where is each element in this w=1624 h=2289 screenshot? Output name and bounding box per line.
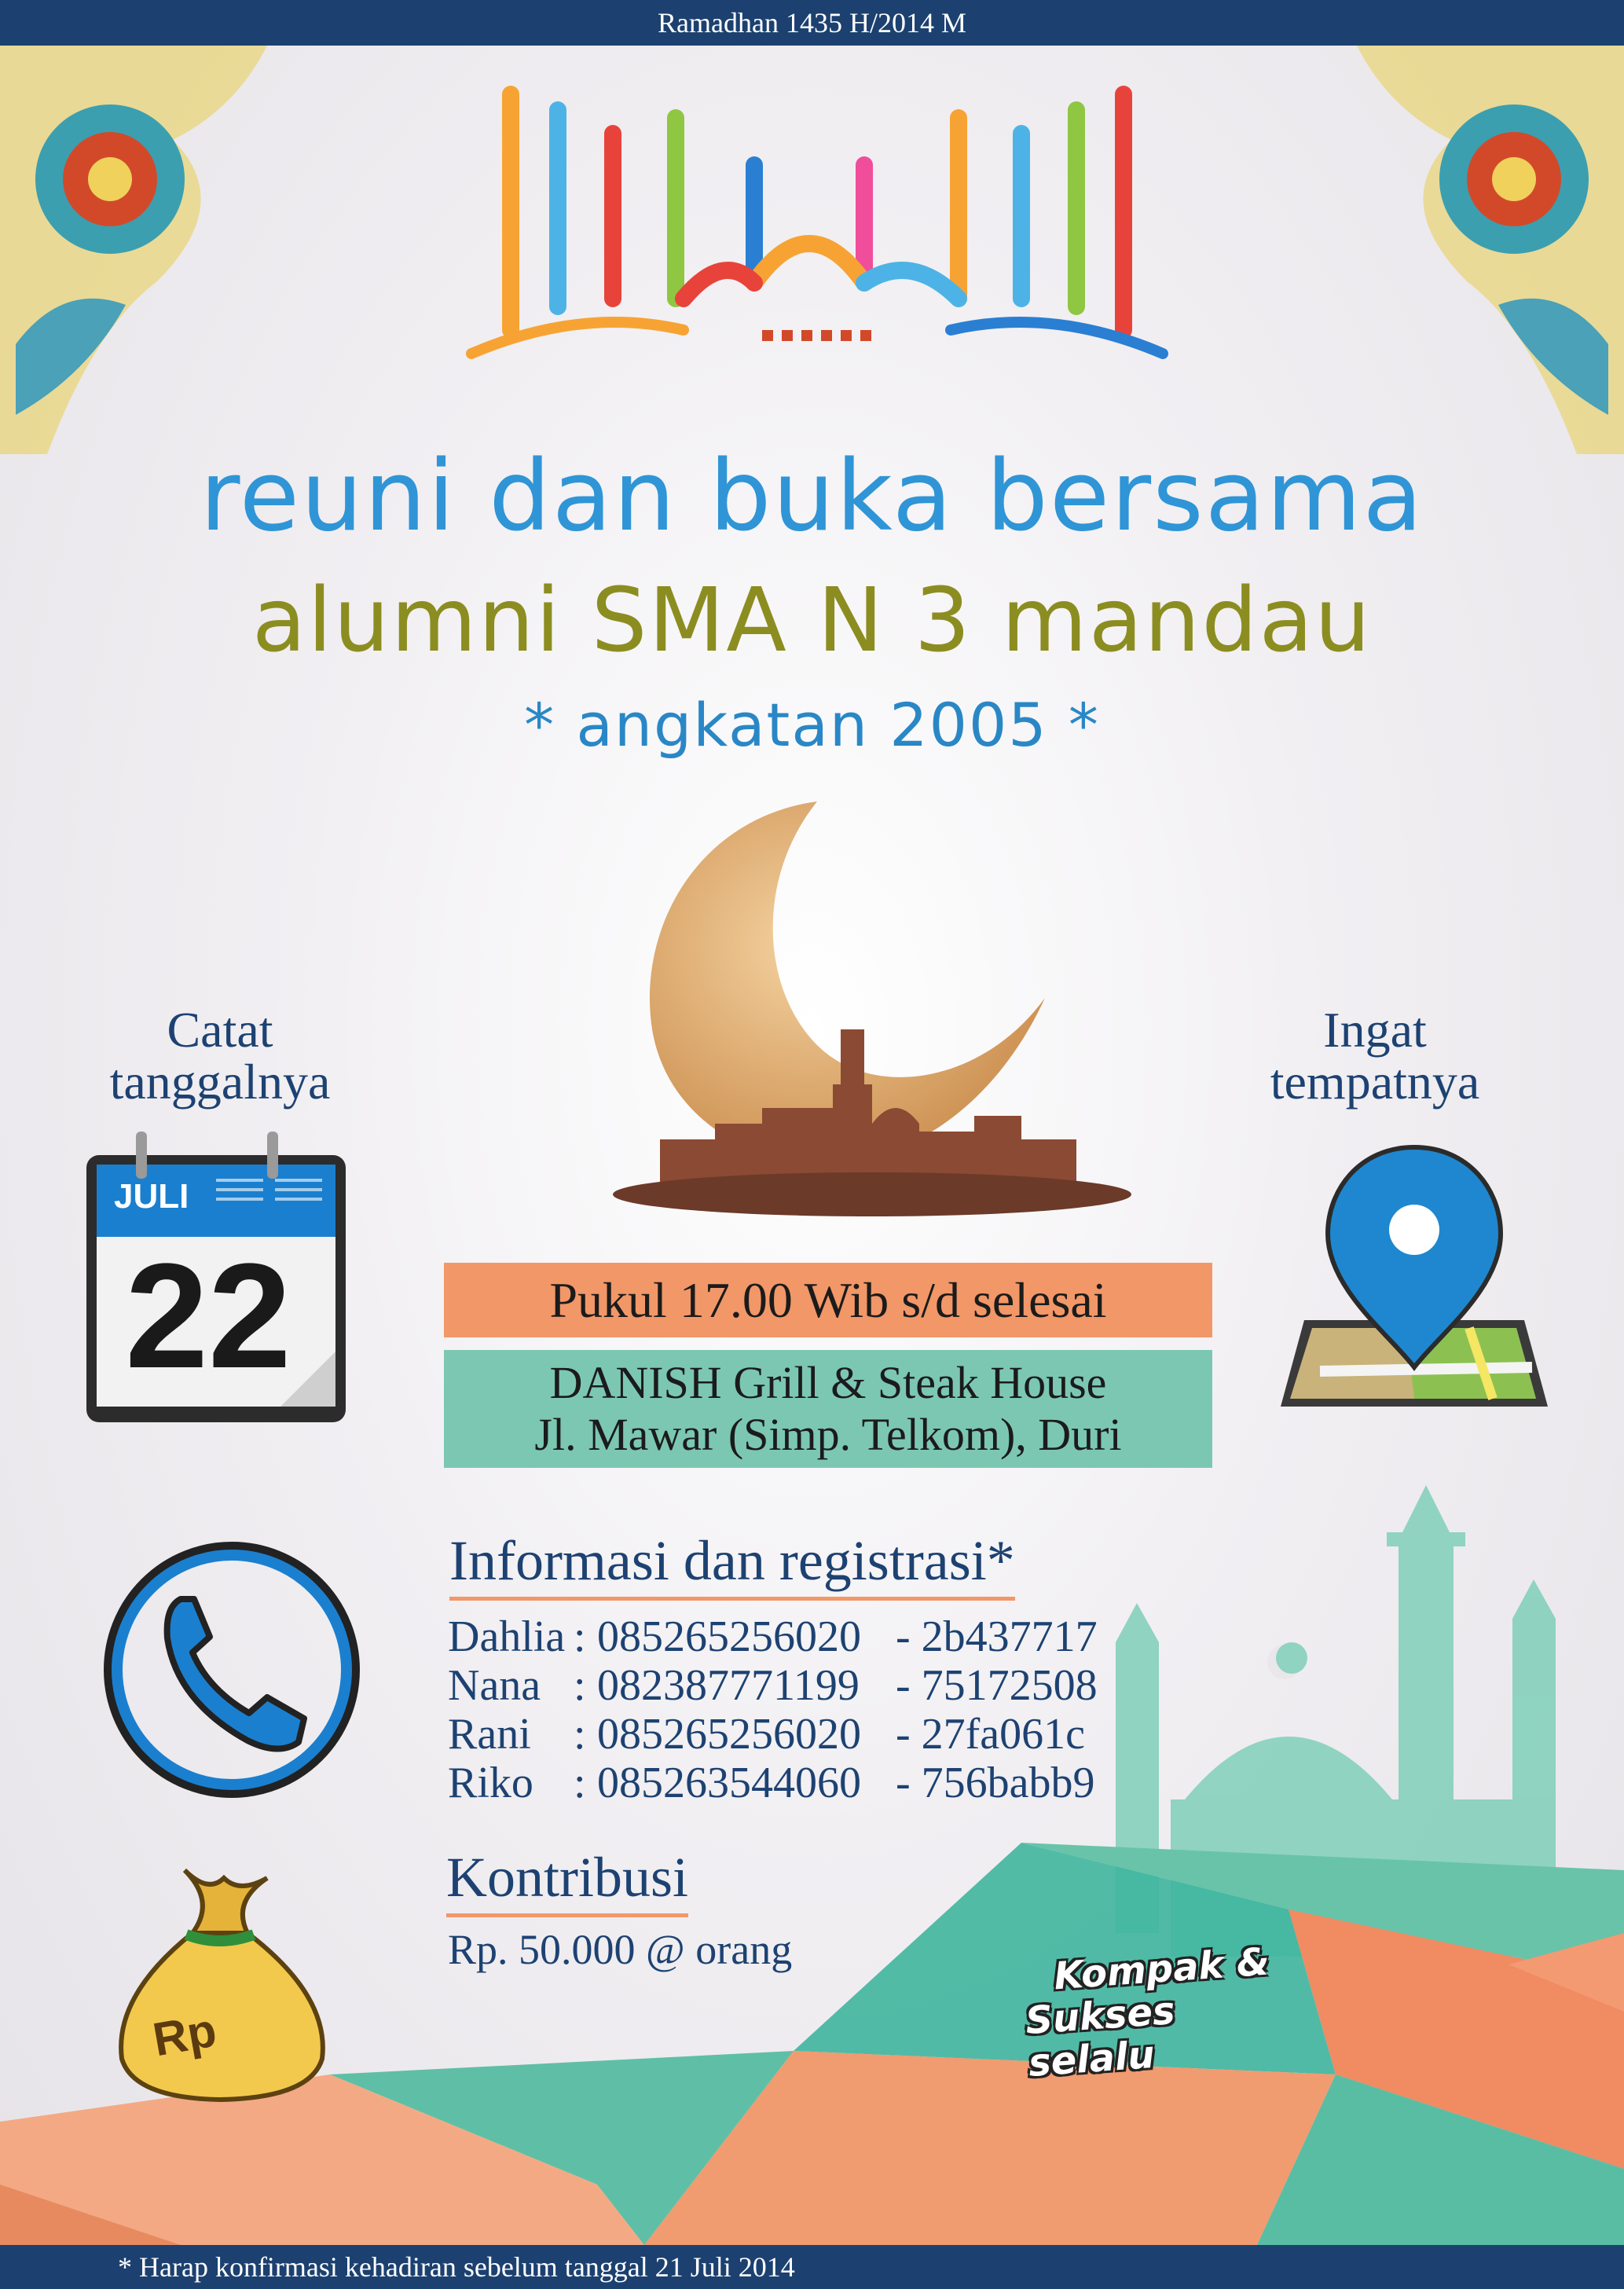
title-line-3: * angkatan 2005 * [524, 690, 1100, 760]
info-heading: Informasi dan registrasi* [449, 1528, 1015, 1601]
header-text: Ramadhan 1435 H/2014 M [658, 7, 966, 39]
date-label [71, 1004, 369, 1108]
slogan-line-2: Sukses selalu [1024, 1988, 1177, 2085]
ornament-top-left [0, 46, 275, 454]
header-bar [0, 0, 1624, 46]
slogan [1021, 1940, 1281, 2085]
contact-pin: 2b437717 [921, 1612, 1098, 1661]
slogan-line-1: Kompak & [1052, 1939, 1271, 1999]
contact-phone: 085265256020 [597, 1612, 861, 1661]
calligraphy-decoration [424, 71, 1210, 401]
contact-pin: 756babb9 [921, 1759, 1095, 1807]
phone-icon [98, 1536, 365, 1803]
contact-dash: - [896, 1710, 922, 1759]
contact-phone: 085263544060 [597, 1759, 861, 1807]
contact-row [448, 1710, 1098, 1759]
venue-address: Jl. Mawar (Simp. Telkom), Duri [534, 1409, 1122, 1460]
calendar-icon [82, 1116, 350, 1430]
contact-separator: : [574, 1612, 586, 1661]
place-label-line-2: tempatnya [1270, 1054, 1480, 1110]
crescent-moon-icon [605, 794, 1139, 1218]
contact-separator: : [574, 1759, 586, 1807]
contact-dash: - [896, 1661, 922, 1710]
footer-bar [0, 2245, 1624, 2289]
map-pin-icon [1273, 1132, 1556, 1430]
contact-name: Rani [448, 1710, 531, 1759]
footer-text: * Harap konfirmasi kehadiran sebelum tanggal 21 Juli 2014 [118, 2251, 795, 2283]
contribution-heading: Kontribusi [446, 1845, 688, 1917]
venue-box [444, 1350, 1212, 1468]
contact-separator: : [574, 1710, 586, 1759]
time-box [444, 1263, 1212, 1337]
calendar-month: JULI [114, 1177, 189, 1216]
contact-dash: - [896, 1759, 922, 1807]
contact-dash: - [896, 1612, 922, 1661]
calendar-day: 22 [125, 1233, 291, 1399]
title-line-2: alumni SMA N 3 mandau [251, 570, 1373, 672]
contact-list [448, 1612, 1098, 1807]
contact-separator: : [574, 1661, 586, 1710]
contact-name: Riko [448, 1759, 533, 1807]
contact-row [448, 1759, 1098, 1807]
ornament-top-right [1349, 46, 1624, 454]
place-label [1226, 1004, 1524, 1108]
contact-phone: 085265256020 [597, 1710, 861, 1759]
contact-pin: 27fa061c [921, 1710, 1086, 1759]
title-line-1: reuni dan buka bersama [200, 440, 1424, 553]
contact-pin: 75172508 [921, 1661, 1098, 1710]
contribution-text: Rp. 50.000 @ orang [448, 1926, 793, 1973]
place-label-line-1: Ingat [1323, 1002, 1427, 1058]
contact-row [448, 1612, 1098, 1661]
contact-name: Dahlia [448, 1612, 566, 1661]
time-text: Pukul 17.00 Wib s/d selesai [549, 1271, 1107, 1328]
money-bag-graphic [98, 1854, 342, 2106]
money-bag-label: Rp [148, 2003, 221, 2067]
contact-name: Nana [448, 1661, 541, 1710]
contact-phone: 082387771199 [597, 1661, 860, 1710]
date-label-line-1: Catat [167, 1002, 273, 1058]
money-bag-icon [98, 1854, 342, 2106]
date-label-line-2: tanggalnya [109, 1054, 331, 1110]
venue-name: DANISH Grill & Steak House [549, 1357, 1107, 1408]
contact-row [448, 1661, 1098, 1710]
